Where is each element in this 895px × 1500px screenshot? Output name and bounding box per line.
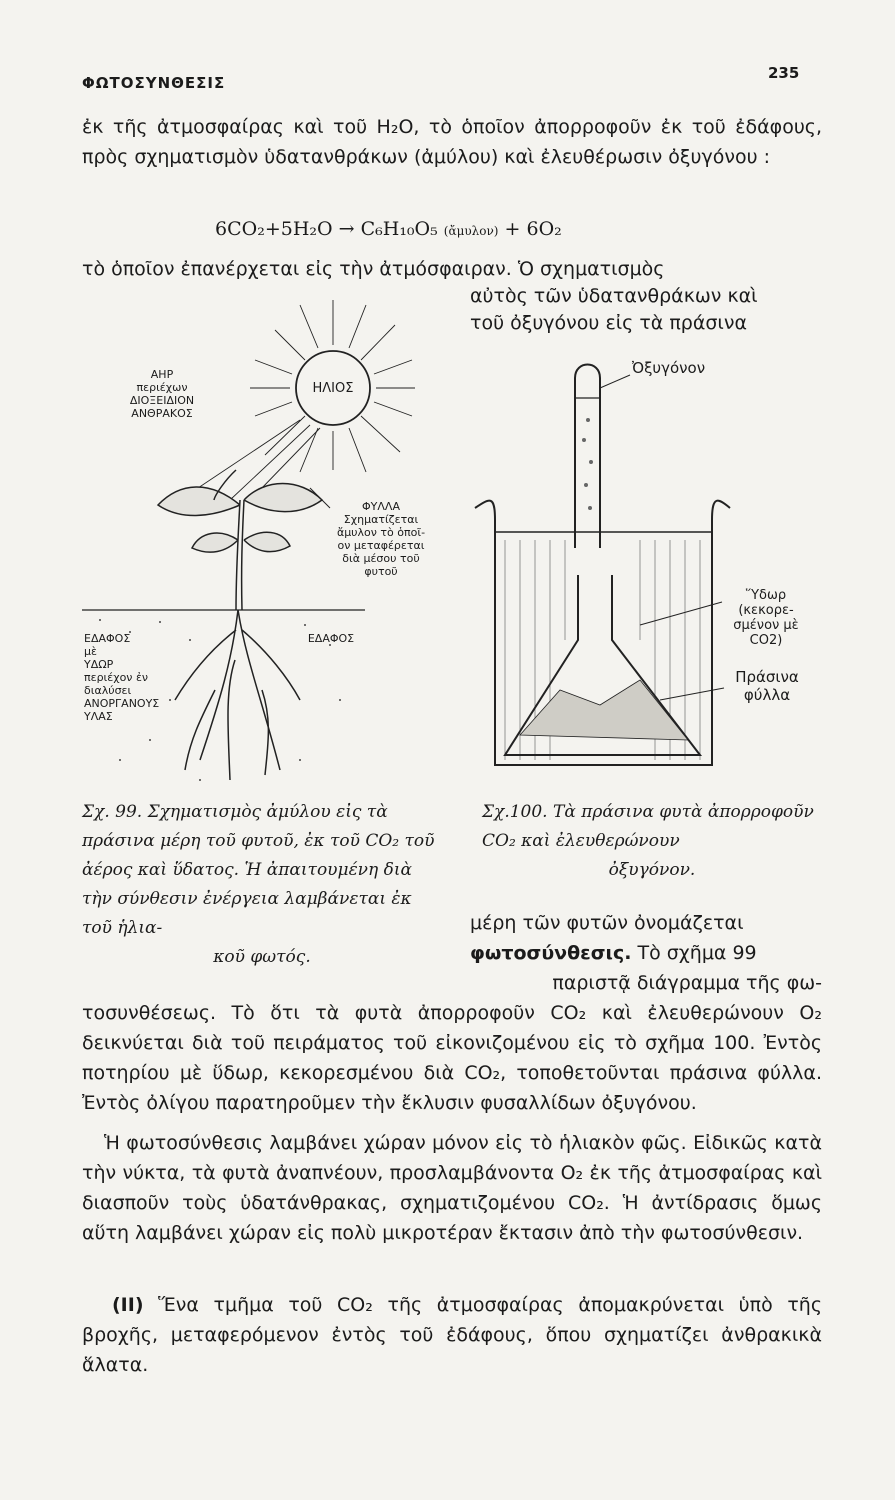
- fig99-caption-text: Σχ. 99. Σχηματισμὸς ἀμύλου εἰς τὰ πράσινα μέρη τοῦ φυτοῦ, ἐκ τοῦ CO₂ τοῦ ἀέρος καὶ ὕδατος. Ἡ ἀπαιτουμένη διὰ τὴν σύνθεσιν ἐνέργεια λαμβάνεται ἐκ τοῦ ἡλια-: [82, 802, 435, 938]
- photosynthesis-equation: [215, 218, 562, 240]
- paragraph-5-text: Ἕνα τμῆμα τοῦ CO₂ τῆς ἀτμοσφαίρας ἀπομακρύνεται ὑπὸ τῆς βροχῆς, μεταφερόμενον ἐντὸς τοῦ ἐδάφους, ὅπου σχηματίζει ἀνθρακικὰ ἅλατα.: [82, 1294, 823, 1376]
- fig100-caption: [482, 798, 822, 885]
- fig99-caption-end: κοῦ φωτός.: [213, 947, 311, 967]
- fig99-caption: [82, 798, 442, 972]
- paragraph-2-line-2: αὐτὸς τῶν ὑδατανθράκων καὶ: [470, 285, 758, 307]
- right-col-line-3: παριστᾷ διάγραμμα τῆς φω-: [552, 972, 822, 994]
- fig100-caption-end: ὀξυγόνον.: [608, 860, 696, 880]
- equation-main: 6CO₂+5H₂O → C₆H₁₀O₅: [215, 218, 438, 240]
- fig99-soil-left-label: [84, 632, 194, 723]
- term-photosynthesis: φωτοσύνθεσις.: [470, 942, 632, 964]
- test-tube-icon: [575, 365, 600, 549]
- fig99-soil-left-text: ΕΔΑΦΟΣ μὲ ΥΔΩΡ περιέχον ἐν διαλύσει ΑΝΟΡΓΑΝΟΥΣ ΥΛΑΣ: [84, 632, 160, 723]
- right-col-line-2b: Τὸ σχῆμα 99: [637, 942, 757, 964]
- fig100-leaves-text: Πράσινα φύλλα: [735, 668, 799, 704]
- equation-note: (ἄμυλον): [443, 224, 499, 238]
- fig99-soil-right-label: ΕΔΑΦΟΣ: [307, 632, 355, 645]
- running-head: ΦΩΤΟΣΥΝΘΕΣΙΣ: [82, 74, 226, 92]
- paragraph-5: [82, 1290, 822, 1380]
- paragraph-1: ἐκ τῆς ἀτμοσφαίρας καὶ τοῦ H₂O, τὸ ὁποῖον ἀπορροφοῦν ἐκ τοῦ ἐδάφους, πρὸς σχηματισμὸν ὑδατανθράκων (ἀμύλου) καὶ ἐλευθέρωσιν ὀξυγόνου :: [82, 116, 822, 168]
- fig99-air-label: [112, 368, 212, 420]
- fig99-leaves-label: [326, 500, 436, 578]
- paragraph-4: Ἡ φωτοσύνθεσις λαμβάνει χώραν μόνον εἰς τὸ ἡλιακὸν φῶς. Εἰδικῶς κατὰ τὴν νύκτα, τὰ φυτὰ ἀναπνέουν, προσλαμβάνοντα O₂ ἐκ τῆς ἀτμοσφαίρας καὶ διασποῦν τοὺς ὑδατάνθρακας, σχηματιζομένου CO₂. Ἡ ἀντίδρασις ὅμως αὕτη λαμβάνει χώραν εἰς πολὺ μικροτέραν ἔκτασιν ἀπὸ τὴν φωτοσύνθεσιν.: [82, 1132, 822, 1244]
- paragraph-2-line-3: τοῦ ὀξυγόνου εἰς τὰ πράσινα: [470, 312, 747, 334]
- right-col-line-2: [470, 938, 822, 968]
- page-number: 235: [768, 64, 800, 82]
- fig100-caption-text: Σχ.100. Τὰ πράσινα φυτὰ ἀπορροφοῦν CO₂ καὶ ἐλευθερώνουν: [482, 802, 814, 851]
- right-column-text: [470, 908, 822, 998]
- fig99-sun-label: ΗΛΙΟΣ: [312, 381, 354, 396]
- funnel-icon: [505, 575, 700, 755]
- section-label: (II): [112, 1294, 144, 1316]
- fig100-water-label: [718, 588, 814, 648]
- fig99-leaves-text: ΦΥΛΛΑ Σχηματίζεται ἄμυλον τὸ ὁποῖ- ον μεταφέρεται διὰ μέσου τοῦ φυτοῦ: [336, 500, 426, 578]
- right-col-line-1: μέρη τῶν φυτῶν ὀνομάζεται: [470, 912, 744, 934]
- paragraph-2-line-1: τὸ ὁποῖον ἐπανέρχεται εἰς τὴν ἀτμόσφαιραν. Ὁ σχηματισμὸς: [82, 258, 665, 280]
- sun-icon: [180, 300, 415, 500]
- fig100-water-text: Ὕδωρ (κεκορε- σμένον μὲ CO2): [733, 588, 799, 648]
- equation-tail: + 6O₂: [504, 218, 562, 240]
- fig99-air-text: ΑΗΡ περιέχων ΔΙΟΞΕΙΔΙΟΝ ΑΝΘΡΑΚΟΣ: [129, 368, 195, 420]
- plant-icon: [82, 470, 365, 780]
- fig100-oxygen-label: Ὀξυγόνον: [632, 359, 706, 377]
- fig100-leaves-label: [722, 668, 812, 704]
- paragraph-3: τοσυνθέσεως. Τὸ ὅτι τὰ φυτὰ ἀπορροφοῦν CO₂ καὶ ἐλευθερώνουν O₂ δεικνύεται διὰ τοῦ πειράματος τοῦ εἰκονιζομένου εἰς τὸ σχῆμα 100. Ἐντὸς ποτηρίου μὲ ὕδωρ, κεκορεσμένου διὰ CO₂, τοποθετοῦνται πράσινα φύλλα. Ἐντὸς ὀλίγου παρατηροῦμεν τὴν ἔκλυσιν φυσαλλίδων ὀξυγόνου.: [82, 1002, 822, 1114]
